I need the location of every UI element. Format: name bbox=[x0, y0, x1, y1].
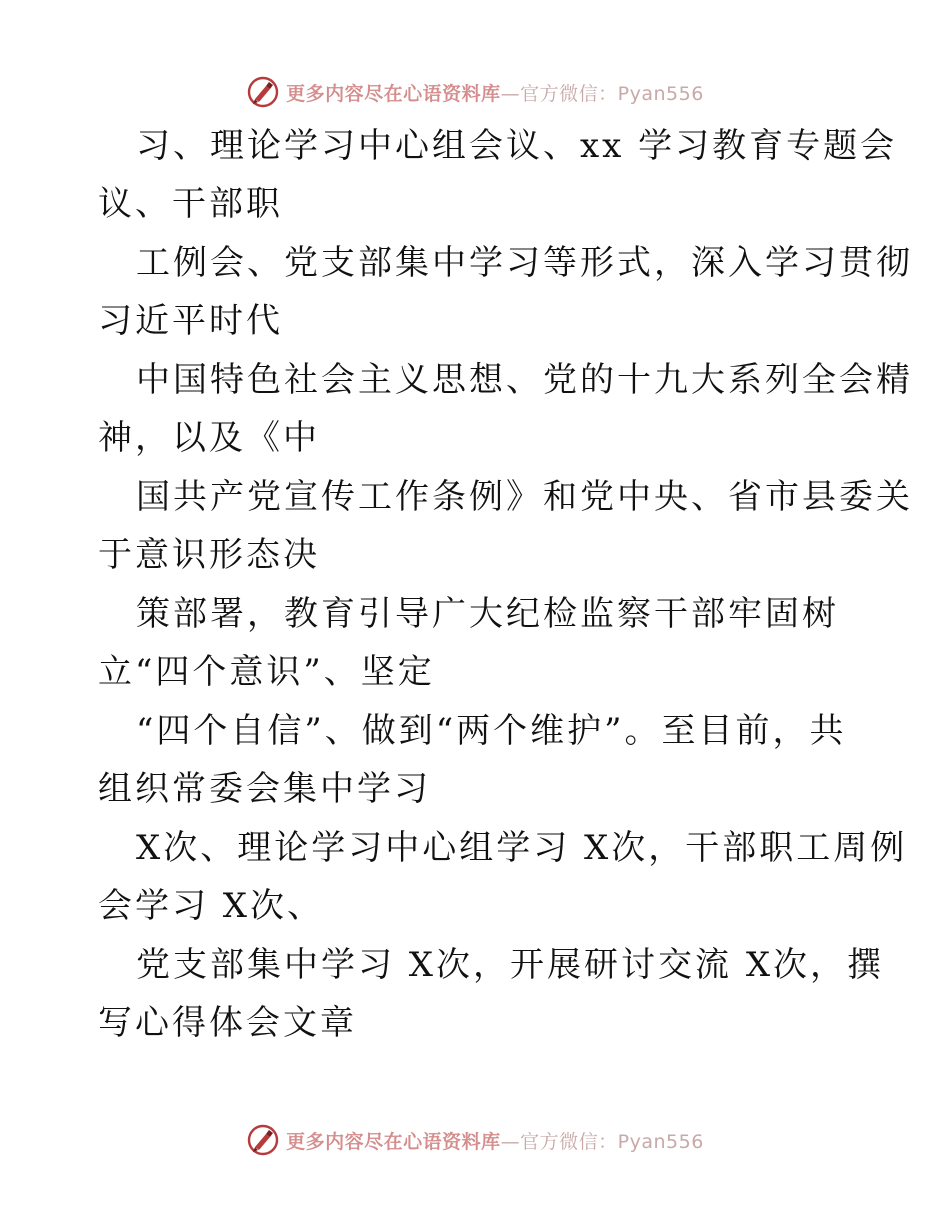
text-line: 中国特色社会主义思想、党的十九大系列全会精 bbox=[136, 360, 913, 400]
watermark-wechat: —官方微信：Pyan556 bbox=[500, 1130, 704, 1153]
text-line: X次、理论学习中心组学习 X次，干部职工周例 bbox=[136, 828, 908, 868]
watermark-brand: 更多内容尽在心语资料库 bbox=[286, 1130, 501, 1153]
text-line: 习近平时代 bbox=[98, 301, 283, 341]
footer-watermark bbox=[0, 1118, 950, 1162]
watermark-wechat: —官方微信：Pyan556 bbox=[500, 82, 704, 105]
text-line: 会学习 X次、 bbox=[98, 886, 325, 926]
text-line: 神，以及《中 bbox=[98, 418, 320, 458]
watermark-group bbox=[246, 75, 704, 109]
pen-circle-logo-icon bbox=[246, 1123, 280, 1157]
text-line: 写心得体会文章 bbox=[98, 1003, 357, 1043]
text-line: 策部署，教育引导广大纪检监察干部牢固树 bbox=[136, 594, 839, 634]
watermark-brand: 更多内容尽在心语资料库 bbox=[286, 82, 501, 105]
text-line: 习、理论学习中心组会议、xx 学习教育专题会 bbox=[136, 126, 898, 166]
text-line: 议、干部职 bbox=[98, 184, 283, 224]
watermark-group bbox=[246, 1123, 704, 1157]
watermark-text bbox=[286, 79, 704, 106]
text-line: “四个自信”、做到“两个维护”。至目前，共 bbox=[136, 711, 847, 751]
text-line: 国共产党宣传工作条例》和党中央、省市县委关 bbox=[136, 477, 913, 517]
header-watermark bbox=[0, 70, 950, 114]
text-line: 组织常委会集中学习 bbox=[98, 769, 431, 809]
text-line: 立“四个意识”、坚定 bbox=[98, 652, 435, 692]
text-line: 工例会、党支部集中学习等形式，深入学习贯彻 bbox=[136, 243, 913, 283]
text-line: 党支部集中学习 X次，开展研讨交流 X次，撰 bbox=[136, 945, 885, 985]
watermark-text bbox=[286, 1127, 704, 1154]
text-line: 于意识形态决 bbox=[98, 535, 320, 575]
pen-circle-logo-icon bbox=[246, 75, 280, 109]
